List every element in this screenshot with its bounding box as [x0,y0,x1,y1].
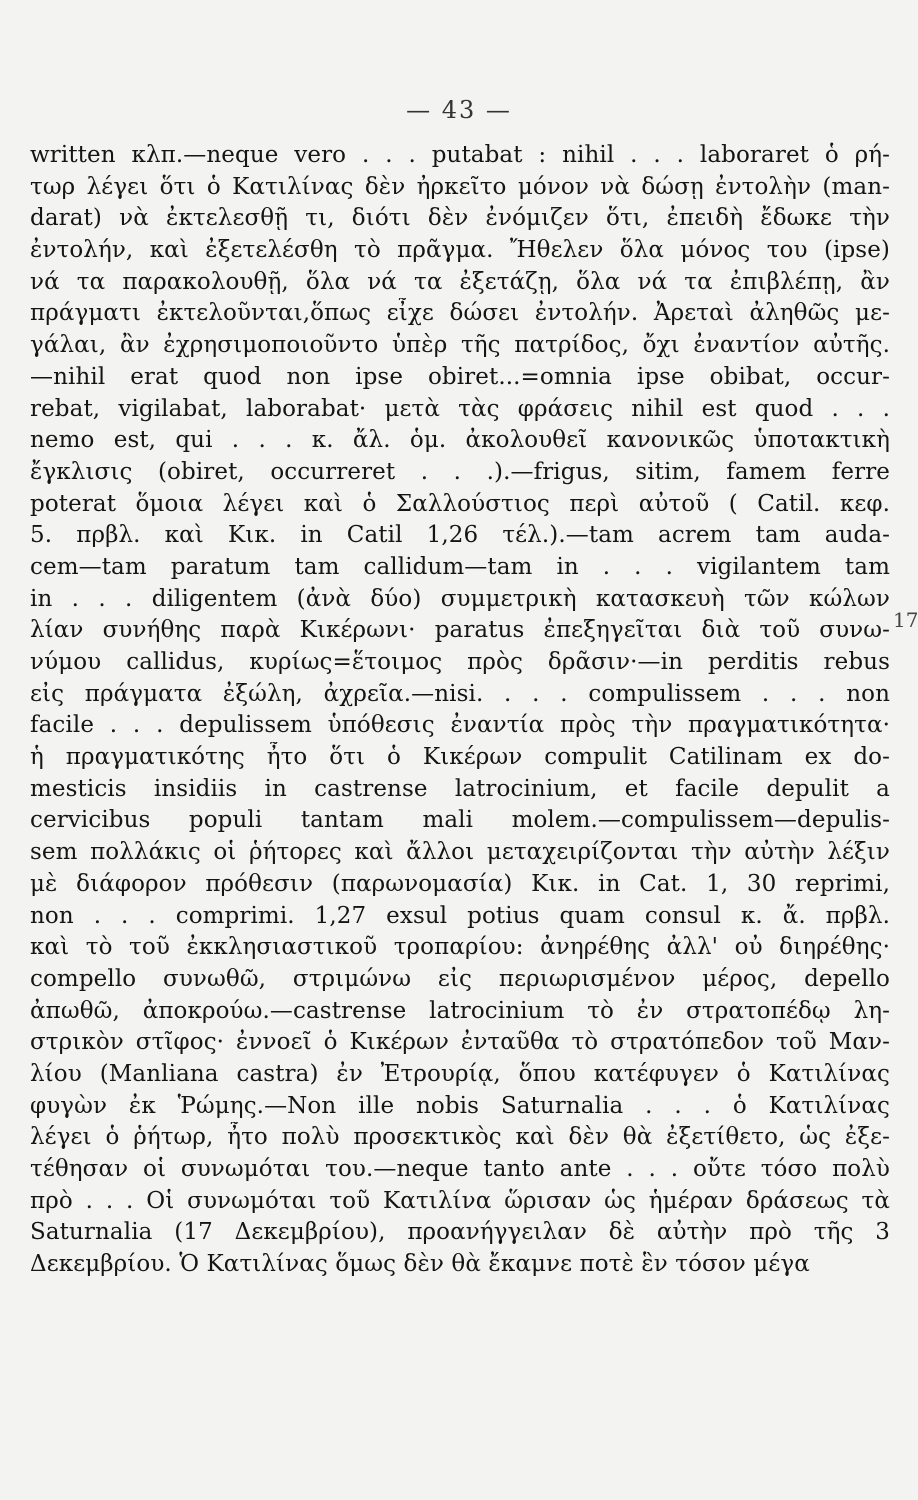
text-line: ἐντολήν, καὶ ἐξετελέσθη τὸ πρᾶγμα. Ἤθελεν ὅλα μόνος του (ipse) [30,237,890,264]
text-line: cem—tam paratum tam callidum—tam in . . . vigilantem tam [30,553,890,580]
page-number: — 43 — [406,96,512,124]
text-line: εἰς πράγματα ἐξώλη, ἀχρεῖα.—nisi. . . . compulissem . . . non [30,680,890,707]
text-line: τωρ λέγει ὅτι ὁ Κατιλίνας δὲν ἠρκεῖτο μόνον νὰ δώσῃ ἐντολὴν (man- [30,173,890,200]
text-line: nemo est, qui . . . κ. ἄλ. ὁμ. ἀκολουθεῖ κανονικῶς ὑποτακτικὴ [30,427,890,454]
text-line: compello συνωθῶ, στριμώνω εἰς περιωρισμένον μέρος, depello [30,965,890,992]
text-line: καὶ τὸ τοῦ ἐκκλησιαστικοῦ τροπαρίου: ἀνηρέθης ἀλλ' οὐ διηρέθης· [30,934,890,961]
text-line: 5. πρβλ. καὶ Κικ. in Catil 1,26 τέλ.).—tam acrem tam auda- [30,522,890,549]
text-line: φυγὼν ἐκ Ῥώμης.—Non ille nobis Saturnalia . . . ὁ Κατιλίνας [30,1092,890,1119]
text-line: λέγει ὁ ῥήτωρ, ἦτο πολὺ προσεκτικὸς καὶ δὲν θὰ ἐξετίθετο, ὡς ἐξε- [30,1124,890,1151]
text-line: γάλαι, ἂν ἐχρησιμοποιοῦντο ὑπὲρ τῆς πατρίδος, ὄχι ἐναντίον αὐτῆς. [30,332,890,359]
text-line: ἡ πραγματικότης ἦτο ὅτι ὁ Κικέρων compulit Catilinam ex do- [30,744,890,771]
text-line: Saturnalia (17 Δεκεμβρίου), προανήγγειλαν δὲ αὐτὴν πρὸ τῆς 3 [30,1219,890,1246]
text-line: cervicibus populi tantam mali molem.—compulissem—depulis- [30,807,890,834]
text-line: rebat, vigilabat, laborabat· μετὰ τὰς φράσεις nihil est quod . . . [30,395,890,422]
text-line: λίαν συνήθης παρὰ Κικέρωνι· paratus ἐπεξηγεῖται διὰ τοῦ συνω- [30,617,890,644]
margin-note: 17 [893,608,918,632]
text-line: Δεκεμβρίου. Ὁ Κατιλίνας ὅμως δὲν θὰ ἔκαμνε ποτὲ ἓν τόσον μέγα [30,1251,810,1278]
text-line: darat) νὰ ἐκτελεσθῇ τι, διότι δὲν ἐνόμιζεν ὅτι, ἐπειδὴ ἔδωκε τὴν [30,205,890,232]
text-line: λίου (Manliana castra) ἐν Ἐτρουρίᾳ, ὅπου κατέφυγεν ὁ Κατιλίνας [30,1060,890,1087]
text-line: πράγματι ἐκτελοῦνται,ὅπως εἶχε δώσει ἐντολήν. Ἀρεταὶ ἀληθῶς με- [30,300,890,327]
text-line: μὲ διάφορον πρόθεσιν (παρωνομασία) Κικ. in Cat. 1, 30 reprimi, [30,870,890,897]
text-line: στρικὸν στῖφος· ἐννοεῖ ὁ Κικέρων ἐνταῦθα τὸ στρατόπεδον τοῦ Μαν- [30,1029,890,1056]
text-line: written κλπ.—neque vero . . . putabat : nihil . . . laboraret ὁ ρή- [30,142,890,168]
text-line: ἔγκλισις (obiret, occurreret . . .).—frigus, sitim, famem ferre [30,458,890,485]
text-line: νύμου callidus, κυρίως=ἕτοιμος πρὸς δρᾶσιν·—in perditis rebus [30,649,890,675]
text-line: sem πολλάκις οἱ ῥήτορες καὶ ἄλλοι μεταχειρίζονται τὴν αὐτὴν λέξιν [30,839,890,866]
text-line: mesticis insidiis in castrense latrocinium, et facile depulit a [30,775,890,802]
text-line: non . . . comprimi. 1,27 exsul potius quam consul κ. ἄ. πρβλ. [30,902,890,929]
text-line: in . . . diligentem (ἀνὰ δύο) συμμετρικὴ κατασκευὴ τῶν κώλων [30,585,890,612]
text-line: νά τα παρακολουθῇ, ὅλα νά τα ἐξετάζῃ, ὅλα νά τα ἐπιβλέπῃ, ἂν [30,268,890,295]
text-line: ἀπωθῶ, ἀποκρούω.—castrense latrocinium τὸ ἐν στρατοπέδῳ λη- [30,997,890,1024]
text-line: facile . . . depulissem ὑπόθεσις ἐναντία πρὸς τὴν πραγματικότητα· [30,712,890,739]
text-line: —nihil erat quod non ipse obiret...=omnia ipse obibat, occur- [30,363,890,390]
commentary-text [30,140,890,1281]
text-line: poterat ὅμοια λέγει καὶ ὁ Σαλλούστιος περὶ αὐτοῦ ( Catil. κεφ. [30,490,890,517]
text-line: τέθησαν οἱ συνωμόται του.—neque tanto ante . . . οὔτε τόσο πολὺ [30,1156,890,1182]
text-line: πρὸ . . . Οἱ συνωμόται τοῦ Κατιλίνα ὥρισαν ὡς ἡμέραν δράσεως τὰ [30,1187,890,1214]
